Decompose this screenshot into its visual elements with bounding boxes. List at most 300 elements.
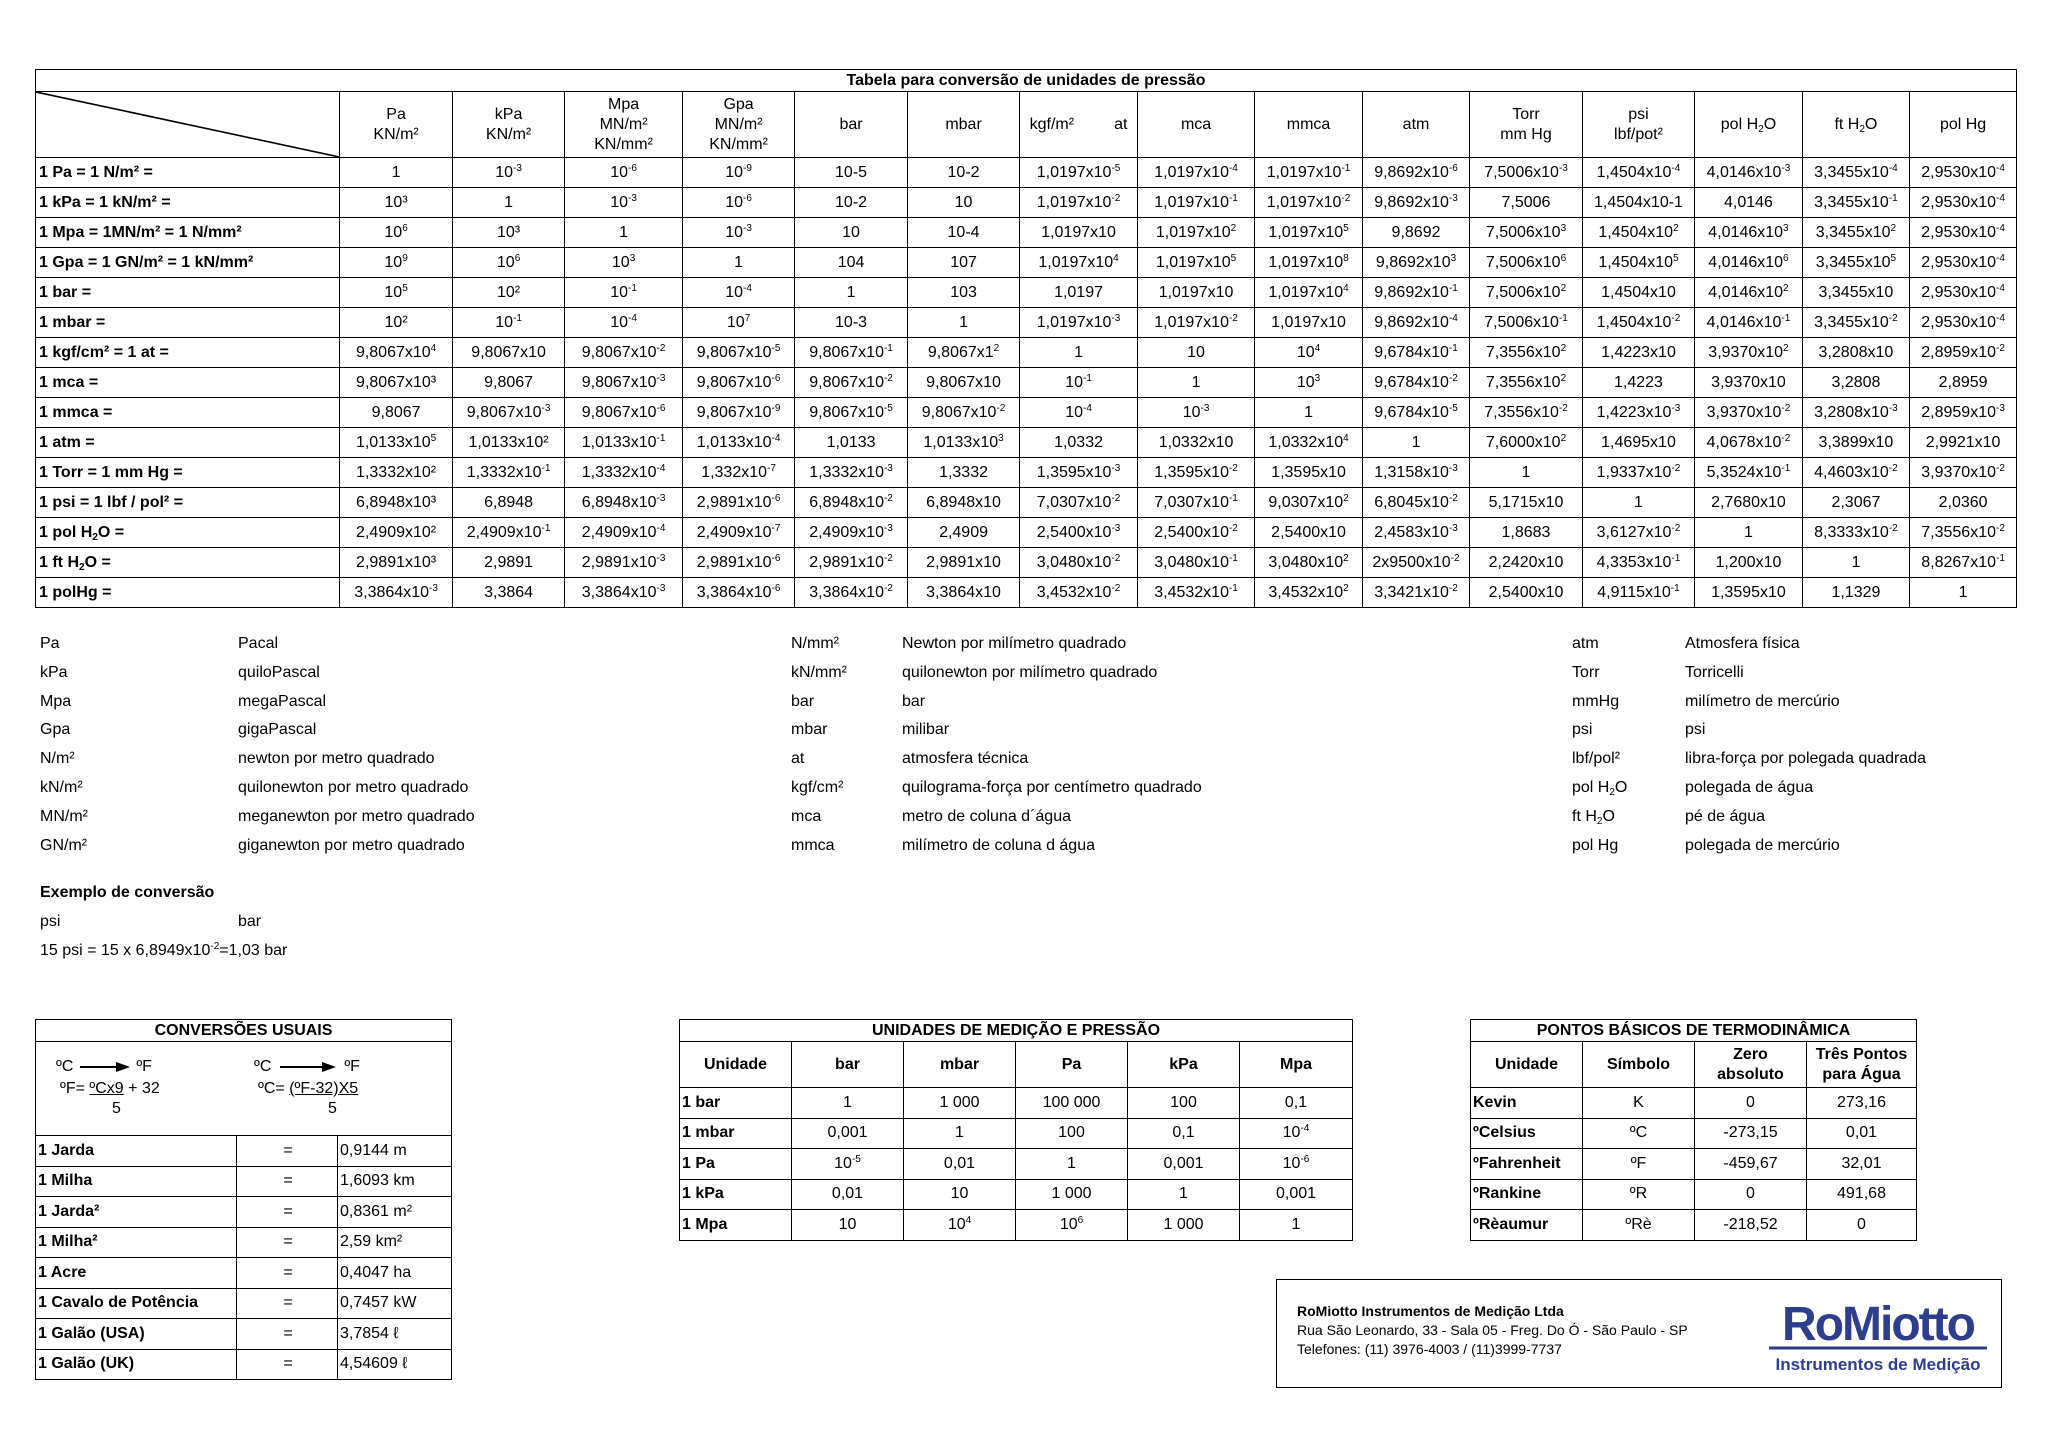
table-cell: $3,3864x10^{-6}$: [682, 578, 794, 608]
table-cell: $1,4504x10^{-4}$: [1582, 158, 1694, 188]
c-formula-prefix: ºC=: [258, 1080, 290, 1097]
table-cell: $9,6784x10^{-2}$: [1362, 368, 1469, 398]
table-row: [36, 458, 2017, 488]
legend-abbreviation: at: [791, 750, 805, 768]
table-cell: $10^4$: [1255, 338, 1362, 368]
table-cell: 107: [907, 248, 1019, 278]
table-cell: 2,8959: [1910, 368, 2017, 398]
table-cell: 1: [452, 188, 564, 218]
table-cell: 2,7680x10: [1695, 488, 1802, 518]
romiotto-logo: [1761, 1288, 1995, 1380]
table-cell: $7,5006x10^6$: [1470, 248, 1582, 278]
legend-description: polegada de mercúrio: [1685, 836, 1840, 854]
legend-description: pé de água: [1685, 807, 1766, 825]
table-cell: $2,9891x10^{-6}$: [682, 488, 794, 518]
table-cell: 1: [795, 278, 907, 308]
thermo-row-label: ºRèaumur: [1471, 1210, 1583, 1241]
thermo-cell: 491,68: [1807, 1179, 1917, 1210]
table-cell: 1: [1470, 458, 1582, 488]
table-cell: $9,8067x10^{-2}$: [907, 398, 1019, 428]
units-cell: 0,01: [792, 1179, 904, 1210]
row-label: 1 Torr = 1 mm Hg =: [36, 458, 340, 488]
logo-wordmark: RoMiotto: [1782, 1298, 1974, 1351]
units-cell: 0,001: [1128, 1149, 1240, 1180]
table-row: [36, 488, 2017, 518]
table-cell: $1,0197x10^{-5}$: [1020, 158, 1138, 188]
conversion-unit: 1 Cavalo de Potência: [36, 1288, 237, 1319]
table-cell: 1: [565, 218, 683, 248]
conversion-value: 4,54609 ℓ: [338, 1349, 452, 1380]
table-row: [36, 518, 2017, 548]
table-cell: 1,0332x10: [1137, 428, 1255, 458]
thermo-column-header: Unidade: [1471, 1042, 1583, 1088]
table-cell: $10^3$: [565, 248, 683, 278]
table-cell: $9,0307x10^2$: [1255, 488, 1362, 518]
legend-abbreviation: mmHg: [1572, 692, 1620, 710]
units-cell: 1 000: [1016, 1179, 1128, 1210]
thermo-row: [1471, 1149, 1917, 1180]
table-cell: $4,4603x10^{-2}$: [1802, 458, 1909, 488]
table-cell: 9,8692: [1362, 218, 1469, 248]
table-cell: $3,0480x10^{-2}$: [1020, 548, 1138, 578]
row-label: 1 mca =: [36, 368, 340, 398]
f-formula-suffix: + 32: [123, 1080, 160, 1097]
units-cell: 1: [1016, 1149, 1128, 1180]
table-cell: 1,0197: [1020, 278, 1138, 308]
table-cell: $2,9891x10^{-2}$: [795, 548, 907, 578]
legend-description: psi: [1685, 721, 1706, 739]
table-cell: $1,0133x10^{-1}$: [565, 428, 683, 458]
units-cell: 0,01: [904, 1149, 1016, 1180]
table-cell: $9,6784x10^{-5}$: [1362, 398, 1469, 428]
table-cell: $2,9530x10^{-4}$: [1910, 308, 2017, 338]
conversion-row: [36, 1288, 452, 1319]
table-cell: $1,0197x10^8$: [1255, 248, 1362, 278]
table-cell: 1: [1362, 428, 1469, 458]
legend-abbreviation: psi: [1572, 721, 1593, 739]
c-to-f-block: [56, 1058, 216, 1076]
table-cell: 6,8948x10³: [340, 488, 452, 518]
legend-abbreviation: bar: [791, 692, 815, 710]
table-cell: $4,0146x10^{-3}$: [1695, 158, 1802, 188]
units-cell: 1: [904, 1118, 1016, 1149]
units-row: [680, 1149, 1353, 1180]
table-cell: $1,0197x10^{-1}$: [1255, 158, 1362, 188]
table-cell: $1,9337x10^{-2}$: [1582, 458, 1694, 488]
column-header: ft $H_2O$: [1802, 92, 1909, 158]
conversion-value: 0,7457 kW: [338, 1288, 452, 1319]
row-label: 1 mbar =: [36, 308, 340, 338]
table-cell: 1,200x10: [1695, 548, 1802, 578]
table-cell: 7,5006: [1470, 188, 1582, 218]
table-cell: $1,4504x10^{-2}$: [1582, 308, 1694, 338]
f-formula: [60, 1080, 160, 1098]
table-cell: 2,4909: [907, 518, 1019, 548]
table-cell: $9,8067x10^{-5}$: [682, 338, 794, 368]
legend-description: newton por metro quadrado: [238, 750, 435, 768]
legend-abbreviation: Mpa: [40, 692, 72, 710]
table-cell: 3,3864: [452, 578, 564, 608]
legend-abbreviation: GN/m²: [40, 836, 88, 854]
pressure-conversion-table: [35, 69, 2017, 608]
table-cell: $10^{-4}$: [682, 278, 794, 308]
table-cell: 3,3899x10: [1802, 428, 1909, 458]
table-cell: $10^{-3}$: [565, 188, 683, 218]
legend-description: Atmosfera física: [1685, 635, 1800, 652]
table-cell: $6,8948x10^{-3}$: [565, 488, 683, 518]
thermo-column-header: Três Pontos para Água: [1807, 1042, 1917, 1088]
table-row: [36, 338, 2017, 368]
units-cell: 0,001: [1240, 1179, 1353, 1210]
row-label: 1 ft $H_2O$ =: [36, 548, 340, 578]
units-row-label: 1 Pa: [680, 1149, 792, 1180]
units-cell: $10^4$: [904, 1210, 1016, 1241]
table-cell: 1,3332x10²: [340, 458, 452, 488]
units-cell: $10^{-6}$: [1240, 1149, 1353, 1180]
column-header: Mpa MN/m² KN/mm²: [565, 92, 683, 158]
table-cell: $10^{-1}$: [1020, 368, 1138, 398]
row-label: 1 kPa = 1 kN/m² =: [36, 188, 340, 218]
table-cell: $2,4909x10^{-7}$: [682, 518, 794, 548]
units-cell: 0,1: [1240, 1088, 1353, 1119]
table-cell: $10^{-3}$: [682, 218, 794, 248]
table-cell: $8,8267x10^{-1}$: [1910, 548, 2017, 578]
table-cell: $1,0197x10^2$: [1137, 218, 1255, 248]
conversion-value: 0,4047 ha: [338, 1258, 452, 1289]
row-label: 1 Pa = 1 N/m² =: [36, 158, 340, 188]
thermo-cell: -459,67: [1695, 1149, 1807, 1180]
table-cell: 1: [1695, 518, 1802, 548]
thermo-cell: 0: [1695, 1088, 1807, 1119]
table-cell: $1,0133x10^5$: [340, 428, 452, 458]
conversion-row: [36, 1166, 452, 1197]
table-cell: $2,5400x10^{-3}$: [1020, 518, 1138, 548]
table-cell: $1,3158x10^{-3}$: [1362, 458, 1469, 488]
legend-description: Newton por milímetro quadrado: [902, 635, 1127, 652]
table-cell: $1,4504x10^5$: [1582, 248, 1694, 278]
legend-abbreviation: Torr: [1572, 663, 1600, 681]
arrow-right-icon: [280, 1061, 336, 1073]
table-cell: $9,8067x10^{-9}$: [682, 398, 794, 428]
table-row: [36, 578, 2017, 608]
fahrenheit-label: ºF: [136, 1058, 152, 1075]
legend-description: gigaPascal: [238, 721, 317, 739]
table-cell: $9,8692x10^{-3}$: [1362, 188, 1469, 218]
units-cell: 1 000: [904, 1088, 1016, 1119]
thermo-cell: 0,01: [1807, 1118, 1917, 1149]
header-corner: [36, 92, 340, 158]
table-cell: 103: [907, 278, 1019, 308]
table-cell: $1,3332x10^{-3}$: [795, 458, 907, 488]
table-cell: $6,8948x10^{-2}$: [795, 488, 907, 518]
table-cell: 9,8067: [340, 398, 452, 428]
table-cell: 10-2: [907, 158, 1019, 188]
table-cell: $5,3524x10^{-1}$: [1695, 458, 1802, 488]
thermodynamics-table: [1470, 1019, 1917, 1241]
table-cell: $3,3455x10^{-2}$: [1802, 308, 1909, 338]
table-cell: $9,6784x10^{-1}$: [1362, 338, 1469, 368]
legend-abbreviation: kN/m²: [40, 779, 83, 796]
thermo-column-header: Zero absoluto: [1695, 1042, 1807, 1088]
table-cell: 1,0133: [795, 428, 907, 458]
table-cell: $10^{-3}$: [1137, 398, 1255, 428]
table-cell: 10³: [452, 218, 564, 248]
company-phones: Telefones: (11) 3976-4003 / (11)3999-7737: [1297, 1341, 1562, 1357]
table-cell: $10^{-6}$: [682, 188, 794, 218]
table-cell: $9,8692x10^{-1}$: [1362, 278, 1469, 308]
table-cell: $4,9115x10^{-1}$: [1582, 578, 1694, 608]
table-cell: $2,4909x10^{-3}$: [795, 518, 907, 548]
c-formula-denominator: 5: [328, 1100, 337, 1117]
table-cell: $3,3455x10^{-1}$: [1802, 188, 1909, 218]
row-label: 1 bar =: [36, 278, 340, 308]
table-cell: $1,3332x10^{-4}$: [565, 458, 683, 488]
units-cell: $10^6$: [1016, 1210, 1128, 1241]
table-cell: $1,0332x10^4$: [1255, 428, 1362, 458]
example-to-unit: bar: [238, 913, 262, 930]
legend-description: megaPascal: [238, 692, 327, 710]
table-cell: 2,9891x10: [907, 548, 1019, 578]
table-cell: 2,9921x10: [1910, 428, 2017, 458]
legend-description: quilonewton por metro quadrado: [238, 779, 469, 796]
table-cell: $2,9891x10^{-6}$: [682, 548, 794, 578]
units-cell: 100 000: [1016, 1088, 1128, 1119]
table-cell: $10^{-9}$: [682, 158, 794, 188]
legend-abbreviation: pol $H_2O$: [1572, 779, 1628, 798]
temperature-formulas: [36, 1042, 452, 1136]
conversion-row: [36, 1349, 452, 1380]
table-cell: $2,9891x10^{-3}$: [565, 548, 683, 578]
thermo-cell: ºRè: [1583, 1210, 1695, 1241]
units-cell: 1: [1128, 1179, 1240, 1210]
row-label: 1 mmca =: [36, 398, 340, 428]
fahrenheit-label-2: ºF: [344, 1058, 360, 1075]
legend-description: milibar: [902, 721, 950, 739]
thermo-row-label: ºCelsius: [1471, 1118, 1583, 1149]
conversion-equals: =: [237, 1136, 338, 1167]
company-name: RoMiotto Instrumentos de Medição Ltda: [1297, 1303, 1564, 1319]
conversion-equals: =: [237, 1258, 338, 1289]
legend-abbreviation: MN/m²: [40, 807, 88, 825]
thermo-cell: ºC: [1583, 1118, 1695, 1149]
column-header: Torr mm Hg: [1470, 92, 1582, 158]
table-cell: $10^6$: [340, 218, 452, 248]
legend-description: quilograma-força por centímetro quadrado: [902, 779, 1202, 796]
company-address: Rua São Leonardo, 33 - Sala 05 - Freg. Do Ó - São Paulo - SP: [1297, 1322, 1688, 1338]
legend-description: bar: [902, 692, 926, 710]
table-cell: 4,0146: [1695, 188, 1802, 218]
table-cell: 1,0197x10: [1137, 278, 1255, 308]
conversions-title: CONVERSÕES USUAIS: [36, 1020, 452, 1042]
legend-abbreviation: Gpa: [40, 721, 71, 739]
table-cell: 2,3067: [1802, 488, 1909, 518]
thermo-cell: 32,01: [1807, 1149, 1917, 1180]
table-cell: $10^9$: [340, 248, 452, 278]
table-cell: $3,3864x10^{-2}$: [795, 578, 907, 608]
c-formula-numerator: (ºF-32)X5: [289, 1080, 359, 1097]
units-row: [680, 1179, 1353, 1210]
units-row: [680, 1088, 1353, 1119]
table-cell: $3,2808x10^{-3}$: [1802, 398, 1909, 428]
units-column-header: mbar: [904, 1042, 1016, 1088]
table-cell: $1,0197x10^5$: [1255, 218, 1362, 248]
table-cell: $3,3455x10^{-4}$: [1802, 158, 1909, 188]
table-cell: 10³: [340, 188, 452, 218]
celsius-label-2: ºC: [254, 1058, 272, 1075]
table-cell: 9,8067x10³: [340, 368, 452, 398]
legend-abbreviation: mca: [791, 807, 822, 825]
legend-abbreviation: Pa: [40, 635, 60, 652]
conversion-row: [36, 1136, 452, 1167]
table-cell: $3,0480x10^2$: [1255, 548, 1362, 578]
table-row: [36, 548, 2017, 578]
legend-abbreviation: N/mm²: [791, 635, 839, 652]
table-cell: 3,2808: [1802, 368, 1909, 398]
table-cell: $9,8692x10^{-4}$: [1362, 308, 1469, 338]
table-cell: $1,0197x10^{-2}$: [1137, 308, 1255, 338]
column-header: atm: [1362, 92, 1469, 158]
legend-abbreviation: kgf/cm²: [791, 779, 844, 796]
table-cell: $2,8959x10^{-2}$: [1910, 338, 2017, 368]
thermo-row: [1471, 1210, 1917, 1241]
table-cell: 1,4223: [1582, 368, 1694, 398]
table-cell: $7,6000x10^2$: [1470, 428, 1582, 458]
table-cell: $9,8067x10^{-3}$: [565, 368, 683, 398]
column-header: kPa KN/m²: [452, 92, 564, 158]
units-cell: 10: [792, 1210, 904, 1241]
table-cell: $7,3556x10^2$: [1470, 368, 1582, 398]
table-cell: 10-5: [795, 158, 907, 188]
units-title: UNIDADES DE MEDIÇÃO E PRESSÃO: [680, 1020, 1353, 1042]
table-cell: $10^{-6}$: [565, 158, 683, 188]
units-cell: $10^{-5}$: [792, 1149, 904, 1180]
table-cell: 1: [1910, 578, 2017, 608]
table-cell: $1,0133x10^3$: [907, 428, 1019, 458]
legend-abbreviation: kN/mm²: [791, 663, 847, 681]
table-cell: $1,0197x10^{-4}$: [1137, 158, 1255, 188]
legend-abbreviation: mbar: [791, 721, 828, 739]
legend-abbreviation: ft $H_2O$: [1572, 807, 1615, 827]
conversion-equals: =: [237, 1227, 338, 1258]
table-cell: $2,5400x10^{-2}$: [1137, 518, 1255, 548]
legend-abbreviation: atm: [1572, 635, 1599, 652]
table-cell: $1,3595x10^{-3}$: [1020, 458, 1138, 488]
table-cell: 10²: [452, 278, 564, 308]
thermo-cell: 273,16: [1807, 1088, 1917, 1119]
table-cell: 10: [907, 188, 1019, 218]
table-cell: 6,8948: [452, 488, 564, 518]
table-cell: $3,3864x10^{-3}$: [565, 578, 683, 608]
table-row: [36, 308, 2017, 338]
table-cell: 1: [340, 158, 452, 188]
table-cell: $3,3864x10^{-3}$: [340, 578, 452, 608]
table-cell: 1,4504x10-1: [1582, 188, 1694, 218]
conversion-unit: 1 Acre: [36, 1258, 237, 1289]
row-label: 1 polHg =: [36, 578, 340, 608]
conversion-row: [36, 1197, 452, 1228]
table-cell: $7,5006x10^{-3}$: [1470, 158, 1582, 188]
table-cell: $1,3332x10^{-1}$: [452, 458, 564, 488]
column-header: Pa KN/m²: [340, 92, 452, 158]
units-cell: 1: [1240, 1210, 1353, 1241]
units-column-header: Unidade: [680, 1042, 792, 1088]
conversion-value: 0,9144 m: [338, 1136, 452, 1167]
legend-abbreviation: pol Hg: [1572, 836, 1619, 854]
measurement-units-table: [679, 1019, 1353, 1241]
conversion-value: 0,8361 m²: [338, 1197, 452, 1228]
table-cell: 6,8948x10: [907, 488, 1019, 518]
units-row: [680, 1118, 1353, 1149]
conversion-unit: 1 Galão (USA): [36, 1319, 237, 1350]
units-cell: 10: [904, 1179, 1016, 1210]
table-cell: 1,4223x10: [1582, 338, 1694, 368]
table-cell: $7,3556x10^2$: [1470, 338, 1582, 368]
table-row: [36, 248, 2017, 278]
row-label: 1 Gpa = 1 GN/m² = 1 kN/mm²: [36, 248, 340, 278]
table-cell: 1,3595x10: [1255, 458, 1362, 488]
table-cell: $9,8067x10^{-6}$: [682, 368, 794, 398]
thermo-row: [1471, 1118, 1917, 1149]
table-cell: $1,3595x10^{-2}$: [1137, 458, 1255, 488]
units-column-header: Mpa: [1240, 1042, 1353, 1088]
thermo-cell: K: [1583, 1088, 1695, 1119]
table-cell: 1,4695x10: [1582, 428, 1694, 458]
f-formula-numerator: ºCx9: [89, 1080, 124, 1097]
table-cell: $1,0197x10^{-3}$: [1020, 308, 1138, 338]
legend-description: milímetro de mercúrio: [1685, 692, 1840, 710]
table-cell: $3,9370x10^{-2}$: [1695, 398, 1802, 428]
table-row: [36, 218, 2017, 248]
table-cell: 1,8683: [1470, 518, 1582, 548]
column-header: mmca: [1255, 92, 1362, 158]
table-cell: 2,5400x10: [1470, 578, 1582, 608]
table-cell: $9,8067x10^{-3}$: [452, 398, 564, 428]
thermo-row-label: Kevin: [1471, 1088, 1583, 1119]
table-cell: $2,4909x10^{-1}$: [452, 518, 564, 548]
table-row: [36, 368, 2017, 398]
table-cell: $8,3333x10^{-2}$: [1802, 518, 1909, 548]
table-cell: 3,3455x10: [1802, 278, 1909, 308]
thermo-cell: -273,15: [1695, 1118, 1807, 1149]
conversion-row: [36, 1227, 452, 1258]
table-cell: $7,0307x10^{-2}$: [1020, 488, 1138, 518]
common-conversions-table: [35, 1019, 452, 1380]
table-cell: $9,8067x10^4$: [340, 338, 452, 368]
legend-description: Pacal: [238, 635, 279, 652]
table-cell: 2,0360: [1910, 488, 2017, 518]
legend-abbreviation: kPa: [40, 663, 68, 681]
thermo-cell: 0: [1807, 1210, 1917, 1241]
table-cell: 1: [1020, 338, 1138, 368]
table-cell: 1,0197x10: [1255, 308, 1362, 338]
thermo-title: PONTOS BÁSICOS DE TERMODINÂMICA: [1471, 1020, 1917, 1042]
row-label: 1 psi = 1 lbf / pol² =: [36, 488, 340, 518]
table-cell: $3,4532x10^{-1}$: [1137, 578, 1255, 608]
table-cell: $1,0197x10^{-2}$: [1255, 188, 1362, 218]
table-cell: 10²: [340, 308, 452, 338]
thermo-cell: -218,52: [1695, 1210, 1807, 1241]
table-cell: $10^{-4}$: [565, 308, 683, 338]
table-cell: $10^{-4}$: [1020, 398, 1138, 428]
units-row-label: 1 mbar: [680, 1118, 792, 1149]
legend-description: giganewton por metro quadrado: [238, 836, 465, 854]
table-cell: $7,5006x10^2$: [1470, 278, 1582, 308]
table-cell: $9,8692x10^{-6}$: [1362, 158, 1469, 188]
table-cell: 1,3595x10: [1695, 578, 1802, 608]
column-header: Gpa MN/m² KN/mm²: [682, 92, 794, 158]
table-cell: 2,2420x10: [1470, 548, 1582, 578]
table-cell: 1: [682, 248, 794, 278]
